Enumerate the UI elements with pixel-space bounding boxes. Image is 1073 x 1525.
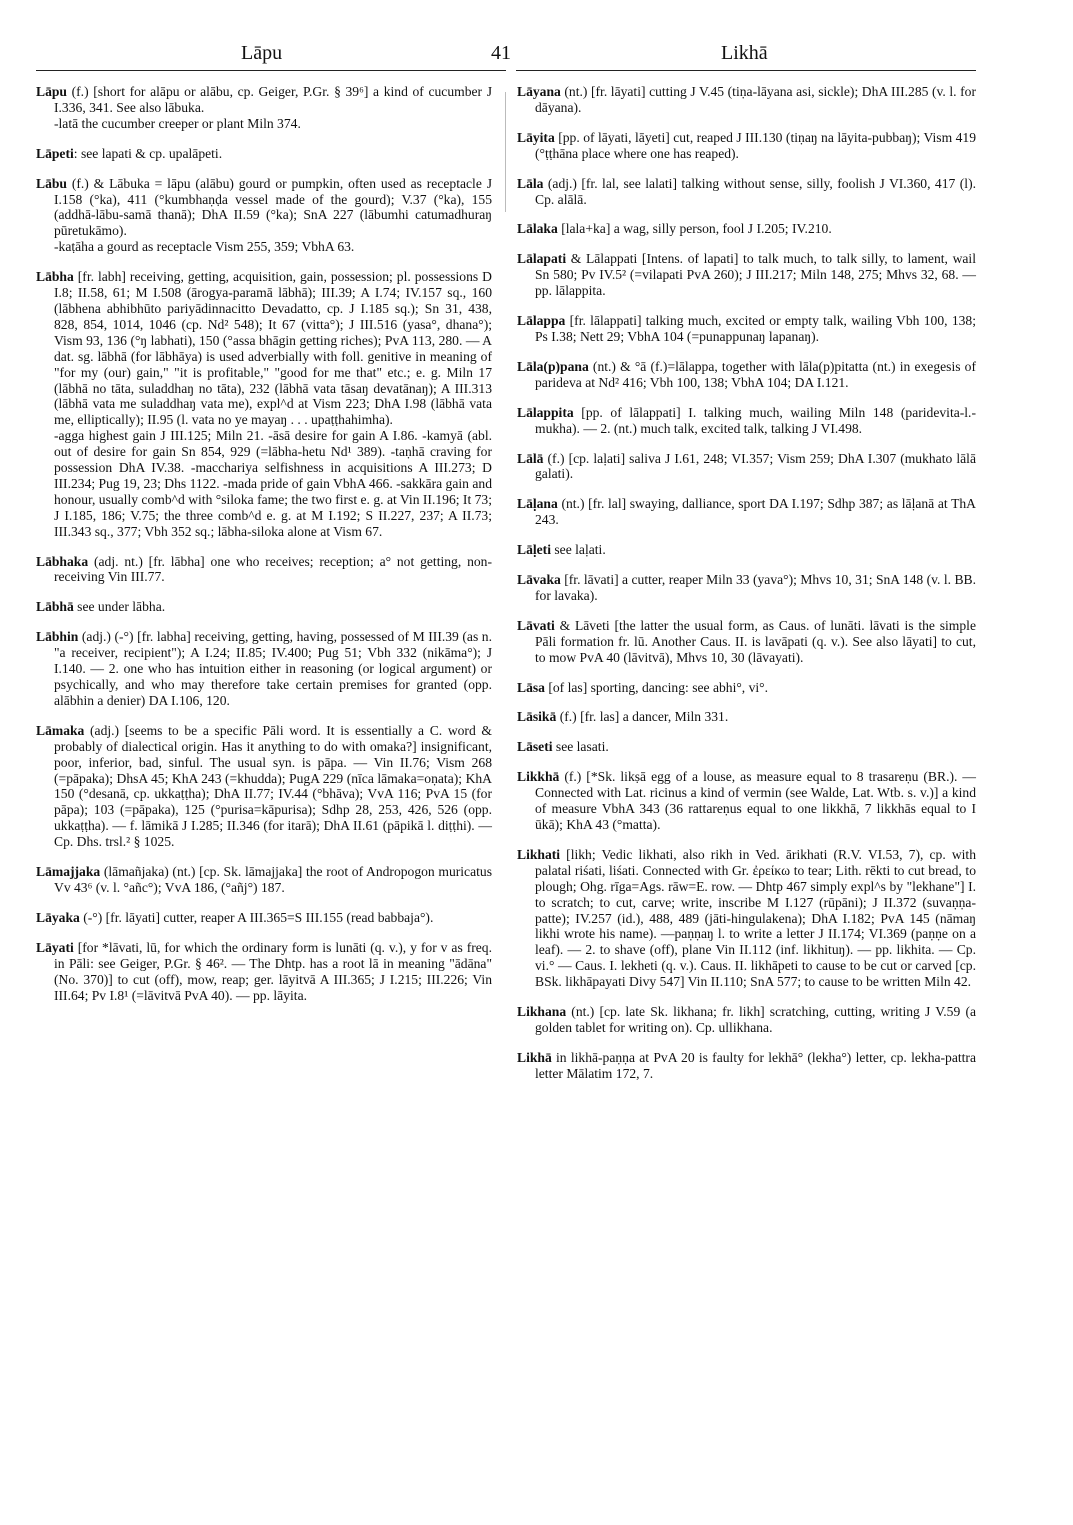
dictionary-entry [36,146,492,162]
entry-headword: Lāsikā [517,709,557,725]
entry-compounds: -agga highest gain J III.125; Miln 21. -āsā desire for gain A I.86. -kamyā (abl. out of desire for gain Sn 854, 929 (=lābha-hetu Nd¹ 389). -taṇhā craving for possession DhA IV.38. -macchariya selfishness in acquisitions A III.273; D III.234; Pug 19, 23; Dhs 1122. -mada pride of gain VbhA 466. -sakkāra gain and honour, usually comb^d with °siloka fame; the two first e. g. at Vin II.196; It 73; J I.185, 186; V.75; the three comb^d e. g. at M I.192; S II.227, 237; A II.73; III.343 sq., 377; Vbh 352 sq.; lābha-siloka alone at Vism 67. [54,428,492,539]
dictionary-entry [517,709,976,725]
entry-definition: see laḷati. [550,542,606,558]
entry-headword: Lābha [36,269,74,285]
entry-definition: see lasati. [552,739,609,755]
entry-definition: [fr. labh] receiving, getting, acquisition, gain, possession; pl. possessions D I.8; II.58, 61; M I.508 (ārogya-paramā lābhā); III.39; A I.74; IV.157 sq., 160 (lābhena abhibhūto pariyādinnacitto Devadatto, cp. J I.185 sq.); Sn 31, 438, 828, 854, 1014, 1046 (cp. Nd² 548); It 67 (vitta°); J III.516 (yasa°, dhana°); Vism 93, 136 (°ŋ labhati), 150 (°assa bhāgin getting riches); PvA 113, 280. — A dat. sg. lābhā (for lābhāya) is used adverbially with foll. genitive in meaning of "for my (our) gain," "it is profitable," "good for me that" etc.; e. g. Miln 17 (lābhā no tāta, suladdhaŋ no tāta), 232 (lābhā vata tāsaŋ devatānaŋ); A III.313 (lābhā vata me suladdhaŋ vata me), expl^d at Vism 223; DhA I.98 (lābhā vata me, elliptically); II.95 (l. vata no ye mayaŋ . . . upaṭṭhahimha). [54,269,492,428]
dictionary-entry [36,864,492,896]
entry-headword: Lāḷeti [517,542,551,558]
entry-headword: Lāvaka [517,572,561,588]
dictionary-entry [517,405,976,437]
dictionary-entry [517,130,976,162]
entry-headword: Lāḷana [517,496,558,512]
dictionary-entry [517,359,976,391]
entry-definition: : see lapati & cp. upalāpeti. [73,145,223,161]
entry-headword: Lāseti [517,739,553,755]
entry-headword: Lāyana [517,84,561,99]
running-head-right: Likhā [721,42,768,64]
entry-definition: see under lābha. [73,599,166,615]
entry-headword: Lābhā [36,599,74,615]
entry-definition: (adj.) (-°) [fr. labha] receiving, getting, having, possessed of M III.39 (as n. "a receiver, recipient"); A I.24; II.85; IV.400; Pug 51; Vbh 332 (nikāma°); J I.140. — 2. one who has intuition either in reasoning (or logical argument) or psychically, and who may therefore take certain premises for granted (opp. alābhin a denier) DA I.106, 120. [54,629,492,708]
dictionary-entry [36,84,492,132]
dictionary-entry [36,599,492,615]
dictionary-entry [517,84,976,116]
dictionary-entry [517,313,976,345]
dictionary-entry [36,723,492,850]
entry-headword: Lāla [517,175,544,191]
entry-definition: (nt.) [cp. late Sk. likhana; fr. likh] scratching, cutting, writing J V.59 (a golden tablet for writing on). Cp. ullikhana. [535,1004,976,1035]
entry-headword: Lālapati [517,251,567,267]
entry-definition: in likhā-paṇṇa at PvA 20 is faulty for lekhā° (lekha°) letter, cp. lekha-pattra letter Mālatim 172, 7. [535,1049,976,1081]
entry-headword: Lābhin [36,629,79,645]
entry-definition: (nt.) [fr. lal] swaying, dalliance, sport DA I.197; Sdhp 387; as lāḷanā at ThA 243. [535,496,976,528]
entry-definition: (f.) [fr. las] a dancer, Miln 331. [556,709,729,725]
entry-definition: (f.) [*Sk. likṣā egg of a louse, as measure equal to 8 trasareṇu (BR.). — Connected with Lat. ricinus a kind of vermin (see Walde, Lat. Wtb. s. v.)] a kind of measure VbhA 343 (36 rattareṇus equal to one likkhā, 7 likkhās equal to I ūkā); KhA 43 (°matta). [535,769,976,832]
header-rule-right [516,70,976,71]
entry-definition: (adj.) [fr. lal, see lalati] talking without sense, silly, foolish J VI.360, 417 (l). Cp. alālā. [535,175,976,207]
entry-definition: (f.) & Lābuka = lāpu (alābu) gourd or pumpkin, often used as receptacle J I.158 (°ka), 411 (°kumbhaṇḍa vessel made of the gourd); V.37 (°ka), 155 (addhā-lābu-samā thanā); DhA II.59 (°ka); SnA 227 (lābumhi catumadhuraŋ pūretukāmo). [54,175,492,239]
page-header [36,34,1036,74]
entry-headword: Lāmajjaka [36,864,101,880]
entry-headword: Lāmaka [36,722,85,738]
entry-compounds: -kaṭāha a gourd as receptacle Vism 255, 359; VbhA 63. [54,239,355,255]
entry-headword: Lāla(p)pana [517,358,589,374]
entry-definition: [of las] sporting, dancing: see abhi°, vi°. [544,679,768,695]
entry-definition: (adj.) [seems to be a specific Pāli word. It is essentially a C. word & probably of dialectical origin. Has it anything to do with omaka?] insignificant, poor, inferior, bad, sinful. The usual syn. is pāpa. — Vin II.76; Vism 268 (=pāpaka); DhsA 45; KhA 243 (=khudda); PugA 229 (nīca lāmaka=oṇata); KhA 150 (°desanā, cp. ukkaṭṭha); DhA II.77; IV.44 (°bhāva); VvA 116; PvA 15 (for pāpa); 103 (=pāpaka), 125 (°purisa=kāpurisa); Sdhp 28, 253, 426, 526 (opp. ukkaṭṭha). — f. lāmikā J I.285; II.346 (for itarā); DhA II.61 (pāpikā l. diṭṭhi). — Cp. Dhs. trsl.² § 1025. [54,722,492,850]
entry-definition: (-°) [fr. lāyati] cutter, reaper A III.365=S III.155 (read babbaja°). [79,909,434,925]
dictionary-entry [36,940,492,1004]
dictionary-entry [517,618,976,666]
running-head-left: Lāpu [241,42,283,64]
entry-headword: Likhati [517,846,561,862]
entry-definition: (lāmañjaka) (nt.) [cp. Sk. lāmajjaka] the root of Andropogon muricatus Vv 43⁶ (v. l. °añc°); VvA 186, (°añj°) 187. [54,864,492,895]
entry-definition: (f.) [cp. laḷati] saliva J I.61, 248; VI.357; Vism 259; DhA I.307 (mukhato lālā galati). [535,450,976,482]
dictionary-entry [517,1004,976,1036]
entry-headword: Lāyita [517,129,555,145]
dictionary-entry [517,769,976,833]
entry-headword: Lāyaka [36,909,80,925]
entry-headword: Lālā [517,450,544,466]
dictionary-entry [36,629,492,709]
entry-definition: [pp. of lāyati, lāyeti] cut, reaped J III.130 (tiṇaŋ na lāyita-pubbaŋ); Vism 419 (°ṭṭhāna place where one has reaped). [535,129,976,161]
entry-definition: [likh; Vedic likhati, also rikh in Ved. ārikhati (R.V. VI.53, 7), cp. with palatal riśati, liśati. Connected with Gr. ἐρείκω to tear; Lith. rēkti to cut bread, to plough; Ohg. rīga=Ags. rāw=E. row. — Dhtp 467 simply expl^s by "lekhane"] I. to scratch; to cut, carve; write, inscribe M I.127 (rūpāni); J II.372 (suvaṇṇa-patte); IV.257 (id.), 488, 489 (jāti-hingulakena); DhA I.182; PvA 145 (nāmaŋ likhi wrote his name). —paṇṇaŋ l. to write a letter J II.174; VI.369 (paṇṇe on a leaf). — 2. to shave (off), plane Vin II.112 (inf. likhituŋ). — pp. likhita. — Cp. vi.° — Caus. I. lekheti (q. v.). Caus. II. likhāpeti to cause to be cut or carved [cp. BSk. likhāpayati Divy 547] Vin II.110; SnA 577; to cause to be written Miln 42. [535,846,976,990]
dictionary-entry [36,269,492,539]
entry-headword: Lālaka [517,221,558,237]
entry-headword: Lābu [36,175,67,191]
entry-headword: Lālappita [517,404,574,420]
entry-headword: Likhā [517,1049,552,1065]
dictionary-entry [517,572,976,604]
dictionary-entry [36,554,492,586]
dictionary-entry [517,451,976,483]
left-column [36,84,492,1017]
dictionary-entry [517,847,976,990]
dictionary-entry [517,1050,976,1082]
entry-definition: [for *lāvati, lū, for which the ordinary form is lunāti (q. v.), y for v as freq. in Pāli: see Geiger, P.Gr. § 46². — The Dhtp. has a root lā in meaning "ādāna" (No. 370)] to cut (off), mow, reap; ger. lāyitvā A III.365; J I.215; III.226; Vin III.64; Pv I.8¹ (=lāvitvā PvA 40). — pp. lāyita. [54,939,492,1003]
dictionary-entry [36,176,492,256]
entry-definition: (f.) [short for alāpu or alābu, cp. Geiger, P.Gr. § 39⁶] a kind of cucumber J I.336, 341. See also lābuka. [54,84,492,115]
entry-definition: (adj. nt.) [fr. lābha] one who receives; reception; a° not getting, non-receiving Vin III.77. [54,553,492,585]
entry-definition: [pp. of lālappati] I. talking much, wailing Miln 148 (paridevita-l.-mukha). — 2. (nt.) much talk, excited talk, talking J VI.498. [535,404,976,436]
dictionary-entry [36,910,492,926]
dictionary-entry [517,221,976,237]
entry-headword: Lālappa [517,313,566,329]
entry-definition: [fr. lāvati] a cutter, reaper Miln 33 (yava°); Mhvs 10, 31; SnA 148 (v. l. BB. for lavaka). [535,572,976,603]
entry-headword: Lāpeti [36,145,74,161]
entry-headword: Lāyati [36,939,74,955]
dictionary-entry [517,496,976,528]
entry-compounds: -latā the cucumber creeper or plant Miln 374. [54,115,301,131]
dictionary-entry [517,542,976,558]
entry-headword: Lāvati [517,617,555,633]
right-column [517,84,976,1096]
entry-headword: Likkhā [517,769,560,785]
dictionary-entry [517,680,976,696]
entry-definition: [lala+ka] a wag, silly person, fool J I.205; IV.210. [557,221,832,237]
dictionary-entry [517,176,976,208]
column-divider [505,92,506,212]
entry-headword: Lāpu [36,84,67,99]
entry-headword: Lābhaka [36,553,89,569]
entry-definition: & Lāveti [the latter the usual form, as Caus. of lunāti. lāvati is the simple Pāli formation fr. lū. Another Caus. II. is lavāpati (q. v.). See also lāyati] to cut, to mow PvA 40 (lāvitvā), Mhvs 10, 30 (lāvayati). [535,617,976,665]
dictionary-entry [517,739,976,755]
entry-headword: Lāsa [517,679,545,695]
entry-definition: (nt.) [fr. lāyati] cutting J V.45 (tiṇa-lāyana asi, sickle); DhA III.285 (v. l. for dāyana). [535,84,976,115]
header-rule-left [36,70,506,71]
entry-headword: Likhana [517,1004,567,1020]
entry-definition: [fr. lālappati] talking much, excited or empty talk, wailing Vbh 100, 138; Ps I.38; Nett 29; VbhA 104 (=punappunaŋ lapanaŋ). [535,313,976,344]
entry-definition: (nt.) & °ā (f.)=lālappa, together with lāla(p)pitatta (nt.) in exegesis of parideva at Nd² 416; Vbh 100, 138; VbhA 104; DA I.121. [535,358,976,390]
entry-definition: & Lālappati [Intens. of lapati] to talk much, to talk silly, to lament, wail Sn 580; Pv IV.5² (=vilapati PvA 260); J III.217; Miln 148, 275; Mhvs 32, 68. — pp. lālappita. [535,251,976,299]
dictionary-entry [517,251,976,299]
page-number: 41 [491,42,511,64]
